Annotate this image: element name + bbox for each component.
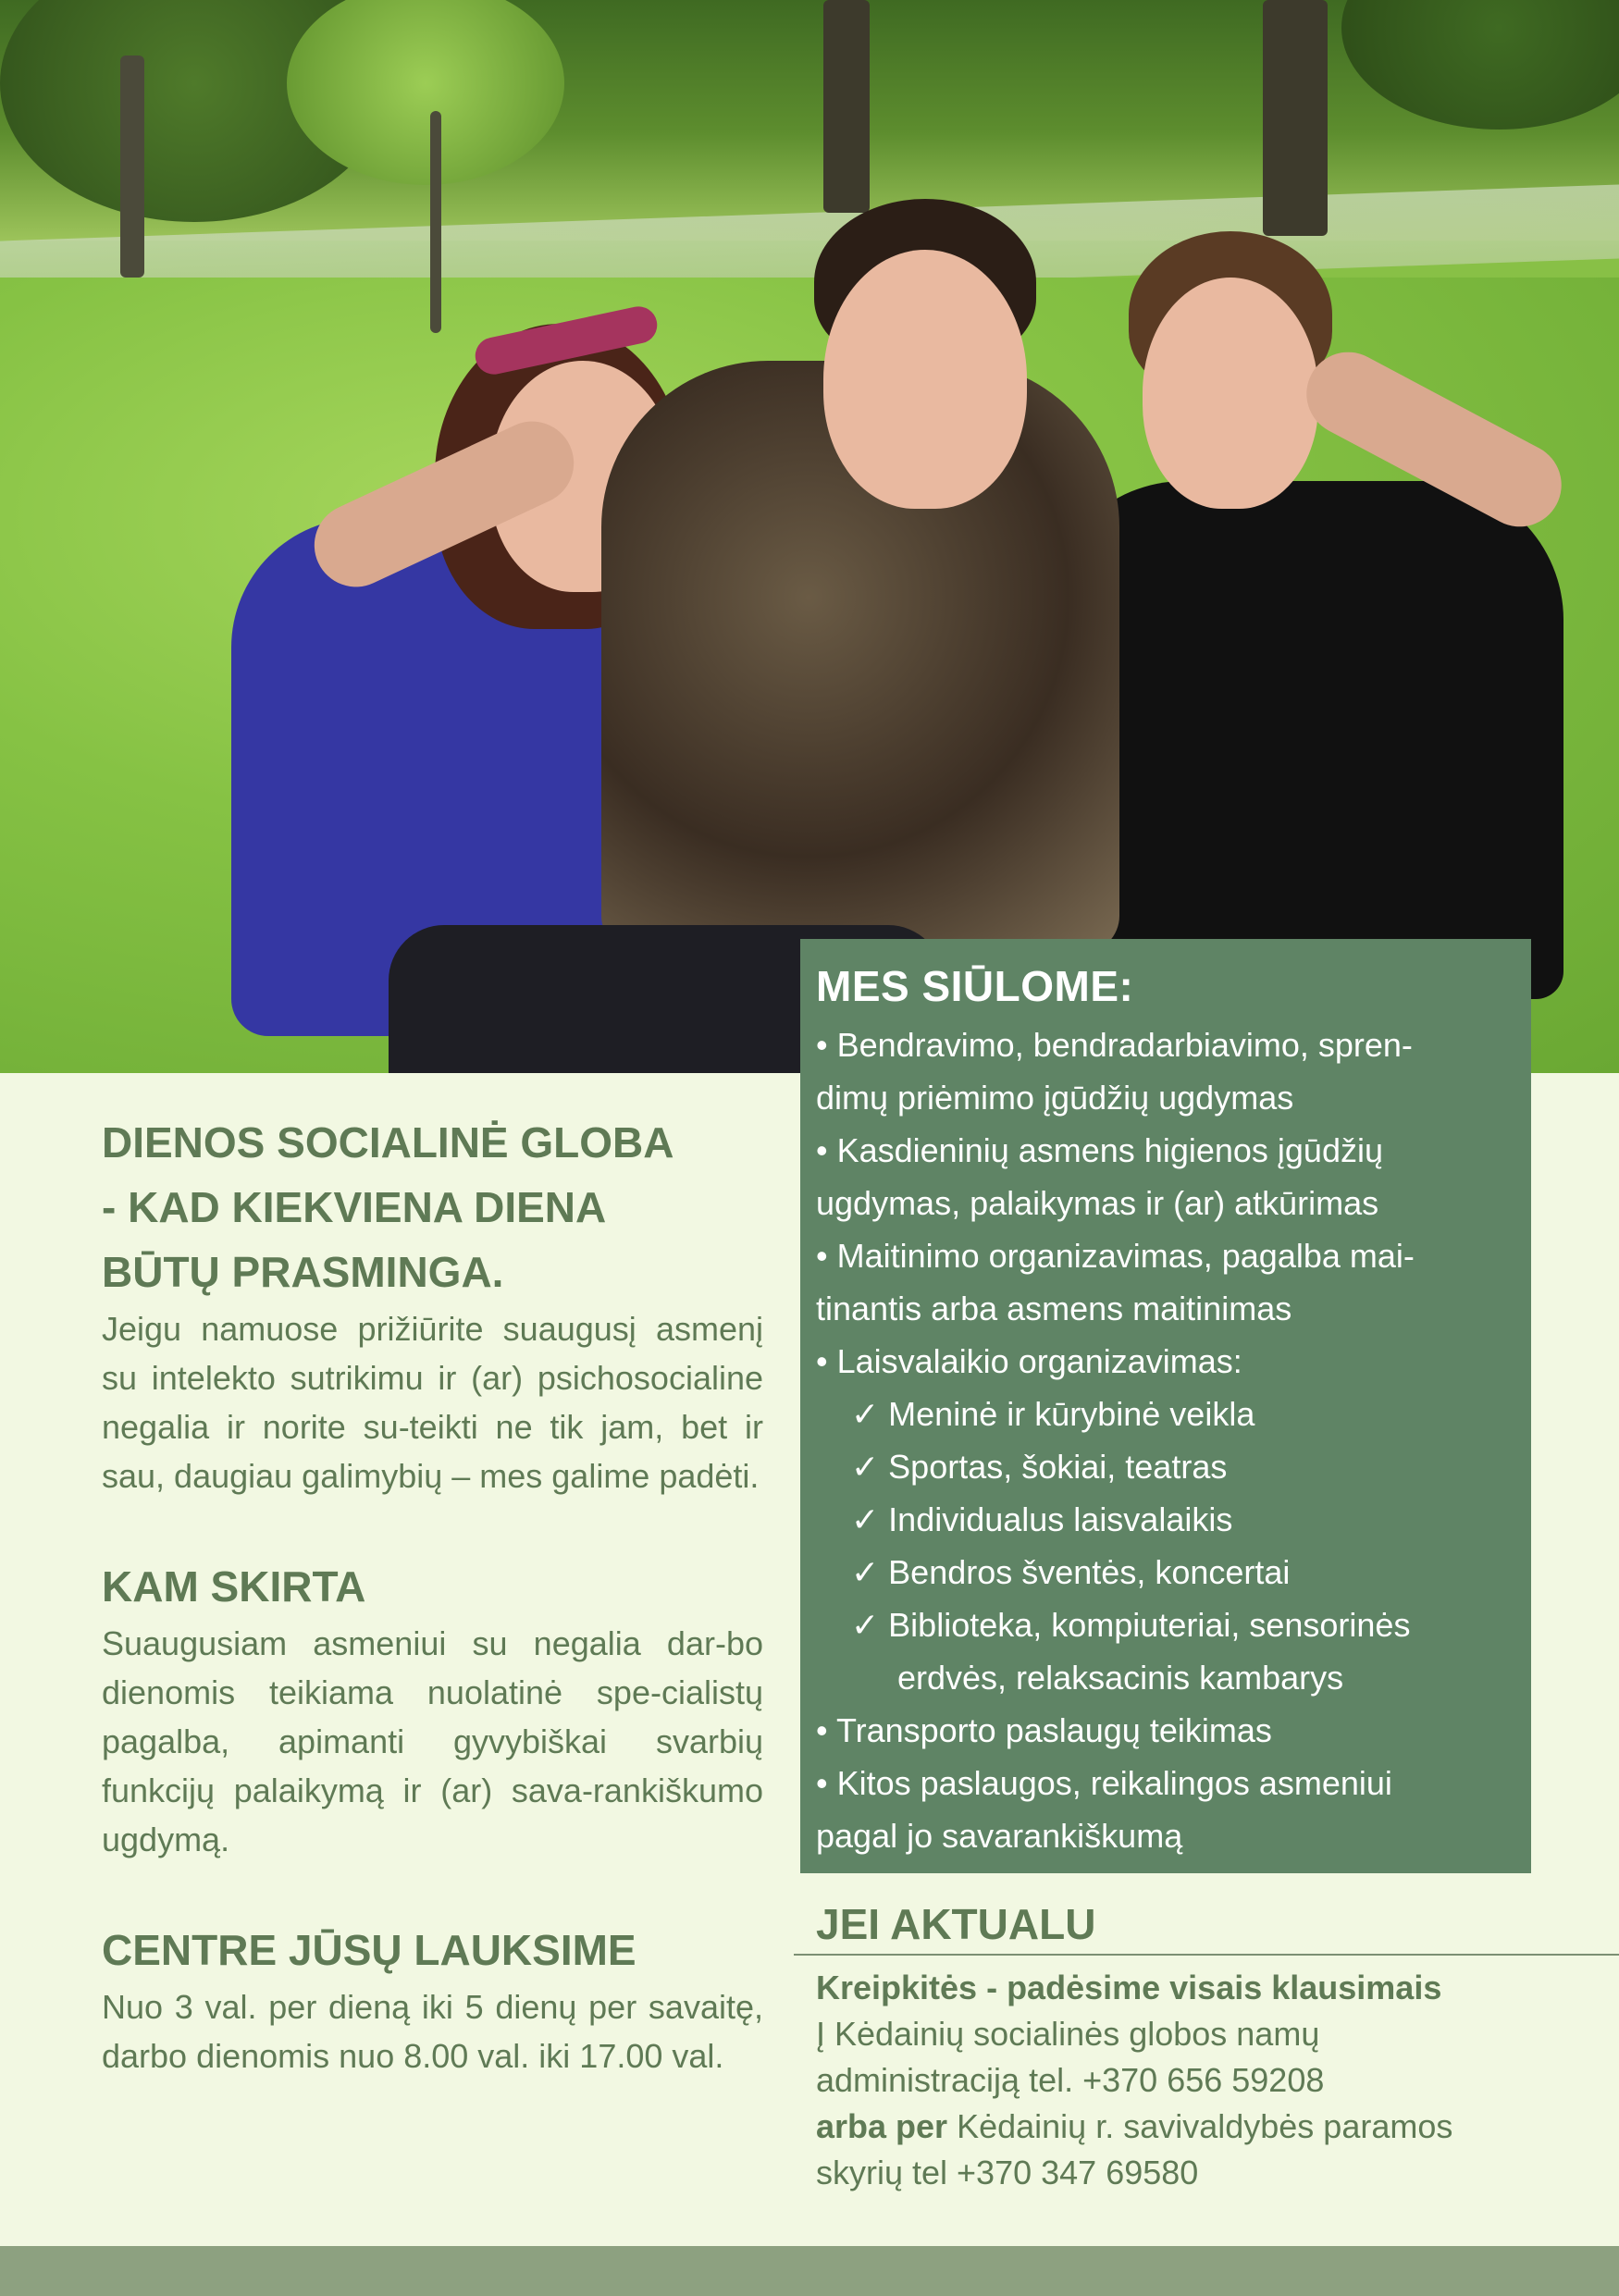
- services-item: ugdymas, palaikymas ir (ar) atkūrimas: [816, 1184, 1379, 1222]
- services-item: pagal jo savarankiškumą: [816, 1817, 1183, 1855]
- services-item: • Kasdieninių asmens higienos įgūdžių: [816, 1131, 1383, 1169]
- for-whom-text: Suaugusiam asmeniui su negalia dar-bo dienomis teikiama nuolatinė spe-cialistų pagalba, apimanti gyvybiškai svarbių funkcijų palaikymą ir (ar) sava-rankiškumo ugdymą.: [102, 1624, 763, 1858]
- services-item: • Laisvalaikio organizavimas:: [816, 1342, 1242, 1380]
- services-item: ✓ Meninė ir kūrybinė veikla: [851, 1395, 1255, 1433]
- services-item: ✓ Sportas, šokiai, teatras: [851, 1448, 1228, 1486]
- tree-trunk: [823, 0, 870, 213]
- footer-bar: [0, 2246, 1619, 2296]
- person-center-head: [823, 250, 1027, 509]
- contact-line: Į Kėdainių socialinės globos namų: [816, 2015, 1320, 2053]
- contact-line: [816, 2104, 1501, 2150]
- services-item: • Kitos paslaugos, reikalingos asmeniui: [816, 1764, 1392, 1802]
- services-list: [816, 1018, 1514, 1862]
- intro-heading: [102, 1110, 763, 1304]
- for-whom-heading: KAM SKIRTA: [102, 1562, 366, 1611]
- tree-trunk: [120, 56, 144, 278]
- services-item: • Bendravimo, bendradarbiavimo, spren-: [816, 1026, 1413, 1064]
- services-item: • Maitinimo organizavimas, pagalba mai-: [816, 1237, 1415, 1275]
- services-item: tinantis arba asmens maitinimas: [816, 1290, 1292, 1327]
- intro-heading-line: DIENOS SOCIALINĖ GLOBA: [102, 1118, 674, 1167]
- schedule-heading: CENTRE JŪSŲ LAUKSIME: [102, 1926, 636, 1974]
- tree-trunk: [1263, 0, 1328, 236]
- contact-divider: [794, 1954, 1619, 1956]
- person-right-body: [1045, 481, 1563, 999]
- contact-or: arba per: [816, 2107, 948, 2145]
- person-right-head: [1143, 278, 1318, 509]
- services-item: erdvės, relaksacinis kambarys: [897, 1659, 1344, 1697]
- intro-text: Jeigu namuose prižiūrite suaugusį asmenį su intelekto sutrikimu ir (ar) psichosocialine negalia ir norite su-teikti ne tik jam, bet ir sau, daugiau galimybių – mes galime padėti.: [102, 1310, 763, 1495]
- services-item: dimų priėmimo įgūdžių ugdymas: [816, 1079, 1294, 1117]
- intro-heading-line: BŪTŲ PRASMINGA.: [102, 1248, 504, 1296]
- services-item: ✓ Biblioteka, kompiuteriai, sensorinės: [851, 1606, 1411, 1644]
- services-item: ✓ Individualus laisvalaikis: [851, 1500, 1233, 1538]
- left-column: [102, 1110, 763, 2080]
- hero-photo: [0, 0, 1619, 1073]
- services-title: MES SIŪLOME:: [816, 962, 1134, 1010]
- contact-phone-admin: administraciją tel. +370 656 59208: [816, 2061, 1325, 2099]
- contact-heading: JEI AKTUALU: [816, 1900, 1096, 1948]
- services-item: • Transporto paslaugų teikimas: [816, 1711, 1272, 1749]
- services-box: [800, 939, 1531, 1873]
- contact-phone-municipality: skyrių tel +370 347 69580: [816, 2154, 1199, 2191]
- services-item: ✓ Bendros šventės, koncertai: [851, 1553, 1291, 1591]
- tree-trunk: [430, 111, 441, 333]
- intro-heading-line: - KAD KIEKVIENA DIENA: [102, 1183, 607, 1231]
- schedule-text: Nuo 3 val. per dieną iki 5 dienų per savaitę, darbo dienomis nuo 8.00 val. iki 17.00 val.: [102, 1988, 763, 2075]
- contact-section: [816, 1896, 1501, 2196]
- contact-lead: Kreipkitės - padėsime visais klausimais: [816, 1969, 1442, 2006]
- contact-line-rest: Kėdainių r. savivaldybės paramos: [947, 2107, 1453, 2145]
